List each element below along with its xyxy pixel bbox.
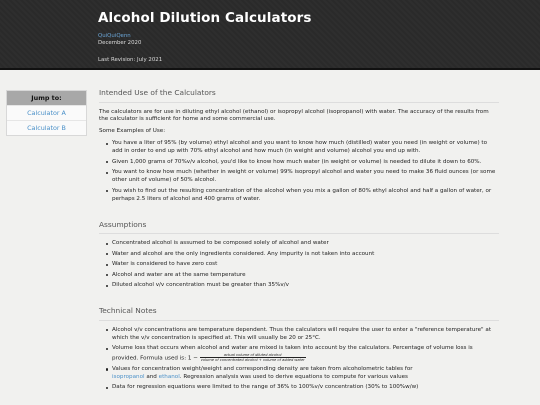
section-technical-notes <box>99 306 499 392</box>
technical-notes-list <box>106 327 499 393</box>
section-intended-use <box>99 88 499 204</box>
formula-denominator: volume of concentrated alcohol + volume of added water <box>200 358 305 363</box>
list-item: You wish to find out the resulting concentration of the alcohol when you mix a gallon of 80% ethyl alcohol and half a gallon of water, or perhaps 2.5 liters of alcohol and 400 grams of water. <box>106 188 499 204</box>
volume-loss-formula <box>200 353 306 363</box>
isopropanol-link[interactable]: isopropanol <box>112 373 145 380</box>
revision-date: Last Revision: July 2021 <box>98 57 163 63</box>
section-heading: Assumptions <box>99 220 499 235</box>
regression-text: Values for concentration weight/weight and corresponding density are taken from alcoholometric tables for <box>112 366 413 373</box>
page-title: Alcohol Dilution Calculators <box>98 10 312 26</box>
list-item: Alcohol and water are at the same temperature <box>106 272 499 280</box>
list-item <box>106 366 499 382</box>
regression-text-end: . Regression analysis was used to derive equations to compute for various values <box>179 373 408 380</box>
list-item: Water and alcohol are the only ingredients considered. Any impurity is not taken into account <box>106 251 499 259</box>
examples-list <box>106 140 499 203</box>
main-content <box>99 88 499 402</box>
list-item: Given 1,000 grams of 70%v/v alcohol, you'd like to know how much water (in weight or volume) is needed to dilute it down to 60%. <box>106 159 499 167</box>
list-item: Diluted alcohol v/v concentration must be greater than 35%v/v <box>106 282 499 290</box>
examples-label: Some Examples of Use: <box>99 128 166 135</box>
page-header <box>0 0 540 70</box>
list-item: Data for regression equations were limited to the range of 36% to 100%v/v concentration (30% to 100%w/w) <box>106 384 499 392</box>
list-item: Water is considered to have zero cost <box>106 261 499 269</box>
and-text: and <box>146 373 157 380</box>
section-assumptions <box>99 220 499 291</box>
list-item: You want to know how much (whether in weight or volume) 99% isopropyl alcohol and water you need to make 36 fluid ounces (or some other unit of volume) of 50% alcohol. <box>106 169 499 185</box>
list-item: Alcohol v/v concentrations are temperature dependent. Thus the calculators will require the user to enter a "reference temperature" at which the v/v concentration is specified at. This will usually be 20 or 25°C. <box>106 327 499 343</box>
list-item: Concentrated alcohol is assumed to be composed solely of alcohol and water <box>106 240 499 248</box>
assumptions-list <box>106 240 499 290</box>
section-heading: Intended Use of the Calculators <box>99 88 499 103</box>
list-item <box>106 345 499 363</box>
publish-date: December 2020 <box>98 40 142 46</box>
sidebar-item-calculator-a[interactable]: Calculator A <box>7 105 86 120</box>
jump-to-sidebar <box>6 90 87 136</box>
formula-numerator: actual volume of diluted alcohol <box>200 353 306 358</box>
volume-loss-text: Volume loss that occurs when alcohol and water are mixed is taken into account by the calculators. Percentage of volume loss is provided. Formula used is: 1 − <box>112 345 473 362</box>
jump-to-heading: Jump to: <box>7 91 86 105</box>
list-item: You have a liter of 95% (by volume) ethyl alcohol and you want to know how much (distilled) water you need (in weight or volume) to add in order to end up with 70% ethyl alcohol and how much (in weight and volume) alcohol you end up with. <box>106 140 499 156</box>
intro-paragraph: The calculators are for use in diluting ethyl alcohol (ethanol) or isopropyl alcohol (isopropanol) with water. The accuracy of the results from the calculator is sufficient for home and some commercial use. <box>99 108 489 123</box>
section-heading: Technical Notes <box>99 306 499 321</box>
sidebar-item-calculator-b[interactable]: Calculator B <box>7 120 86 135</box>
ethanol-link[interactable]: ethanol <box>158 373 180 380</box>
author-link[interactable]: QuiQuiQenn <box>98 33 131 39</box>
